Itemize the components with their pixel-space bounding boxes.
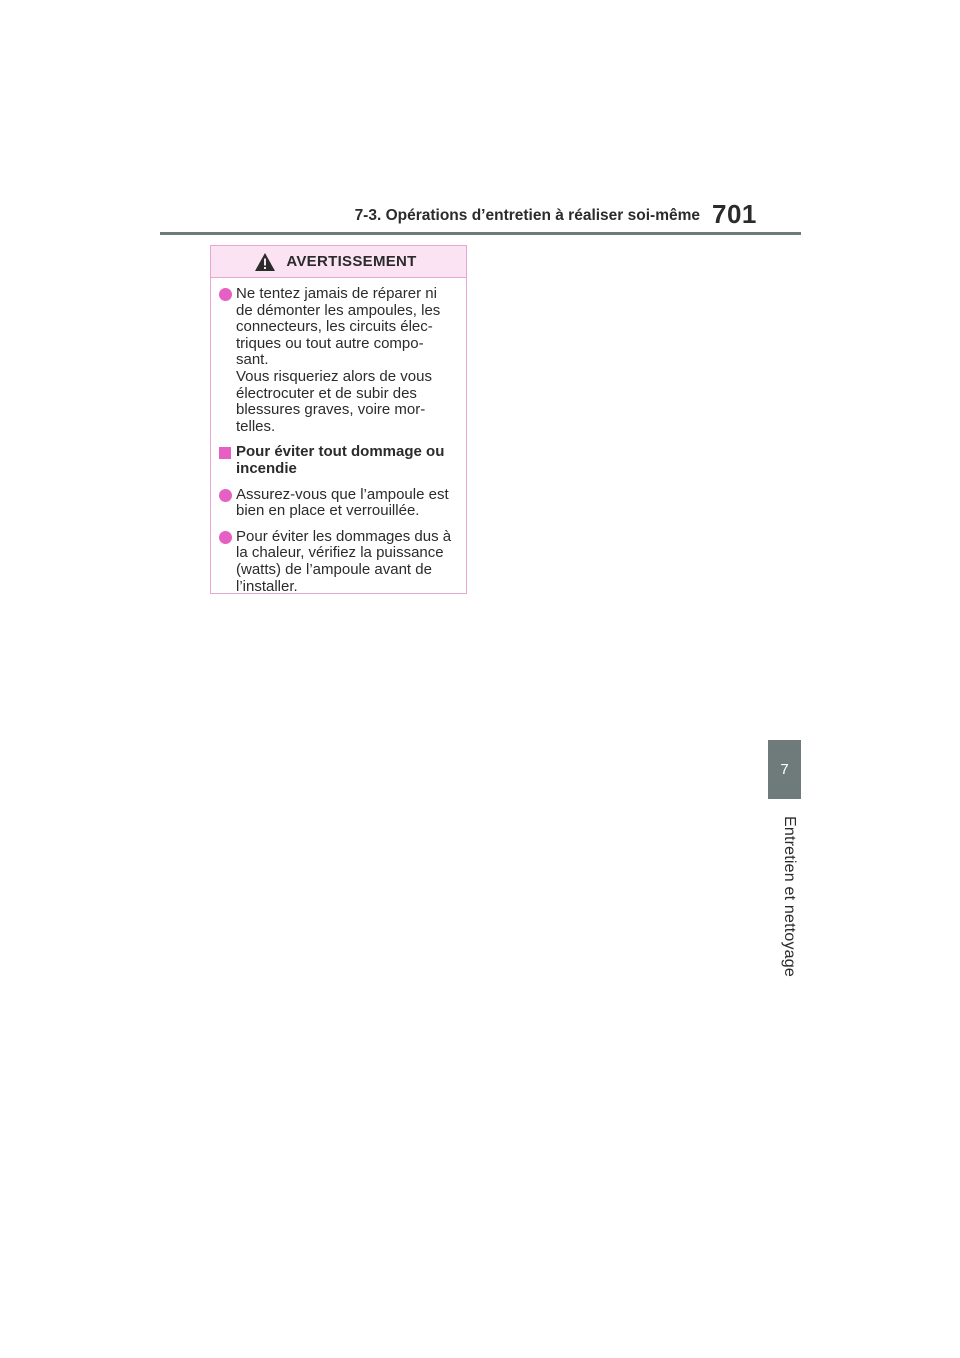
text-line: Assurez-vous que l’ampoule est [236,485,449,503]
bullet-square-icon [219,447,231,459]
warning-body [211,278,466,595]
text-line: l’installer. [236,577,298,595]
chapter-tab [768,740,801,799]
warning-item [219,529,458,595]
warning-item [219,286,458,435]
chapter-label: Entretien et nettoyage [781,816,798,977]
text-line: telles. [236,417,276,435]
text-line: (watts) de l’ampoule avant de [236,560,432,578]
text-line: connecteurs, les circuits élec- [236,318,433,336]
warning-box [210,245,467,594]
text-line: Ne tentez jamais de réparer ni [236,285,437,302]
warning-item [219,487,458,520]
header-divider [160,232,801,235]
bullet-dot-icon [219,489,232,502]
section-title: 7-3. Opérations d’entretien à réaliser soi-même [354,207,700,224]
chapter-number: 7 [780,761,789,778]
page-number: 701 [712,199,757,229]
warning-triangle-icon [254,252,276,272]
warning-title: AVERTISSEMENT [286,253,417,270]
warning-header [211,246,466,278]
text-line: de démonter les ampoules, les [236,301,441,319]
text-line: bien en place et verrouillée. [236,502,420,520]
text-line: électrocuter et de subir des [236,384,417,402]
text-line: la chaleur, vérifiez la puissance [236,544,444,562]
warning-subheading [219,444,458,477]
text-line: Pour éviter les dommages dus à [236,527,452,545]
text-line: Pour éviter tout dommage ou [236,443,445,461]
text-line: incendie [236,459,297,477]
bullet-dot-icon [219,288,232,301]
text-line: blessures graves, voire mor- [236,401,426,419]
bullet-dot-icon [219,531,232,544]
text-line: triques ou tout autre compo- [236,334,424,352]
text-line: sant. [236,351,269,369]
text-line: Vous risqueriez alors de vous [236,367,432,385]
